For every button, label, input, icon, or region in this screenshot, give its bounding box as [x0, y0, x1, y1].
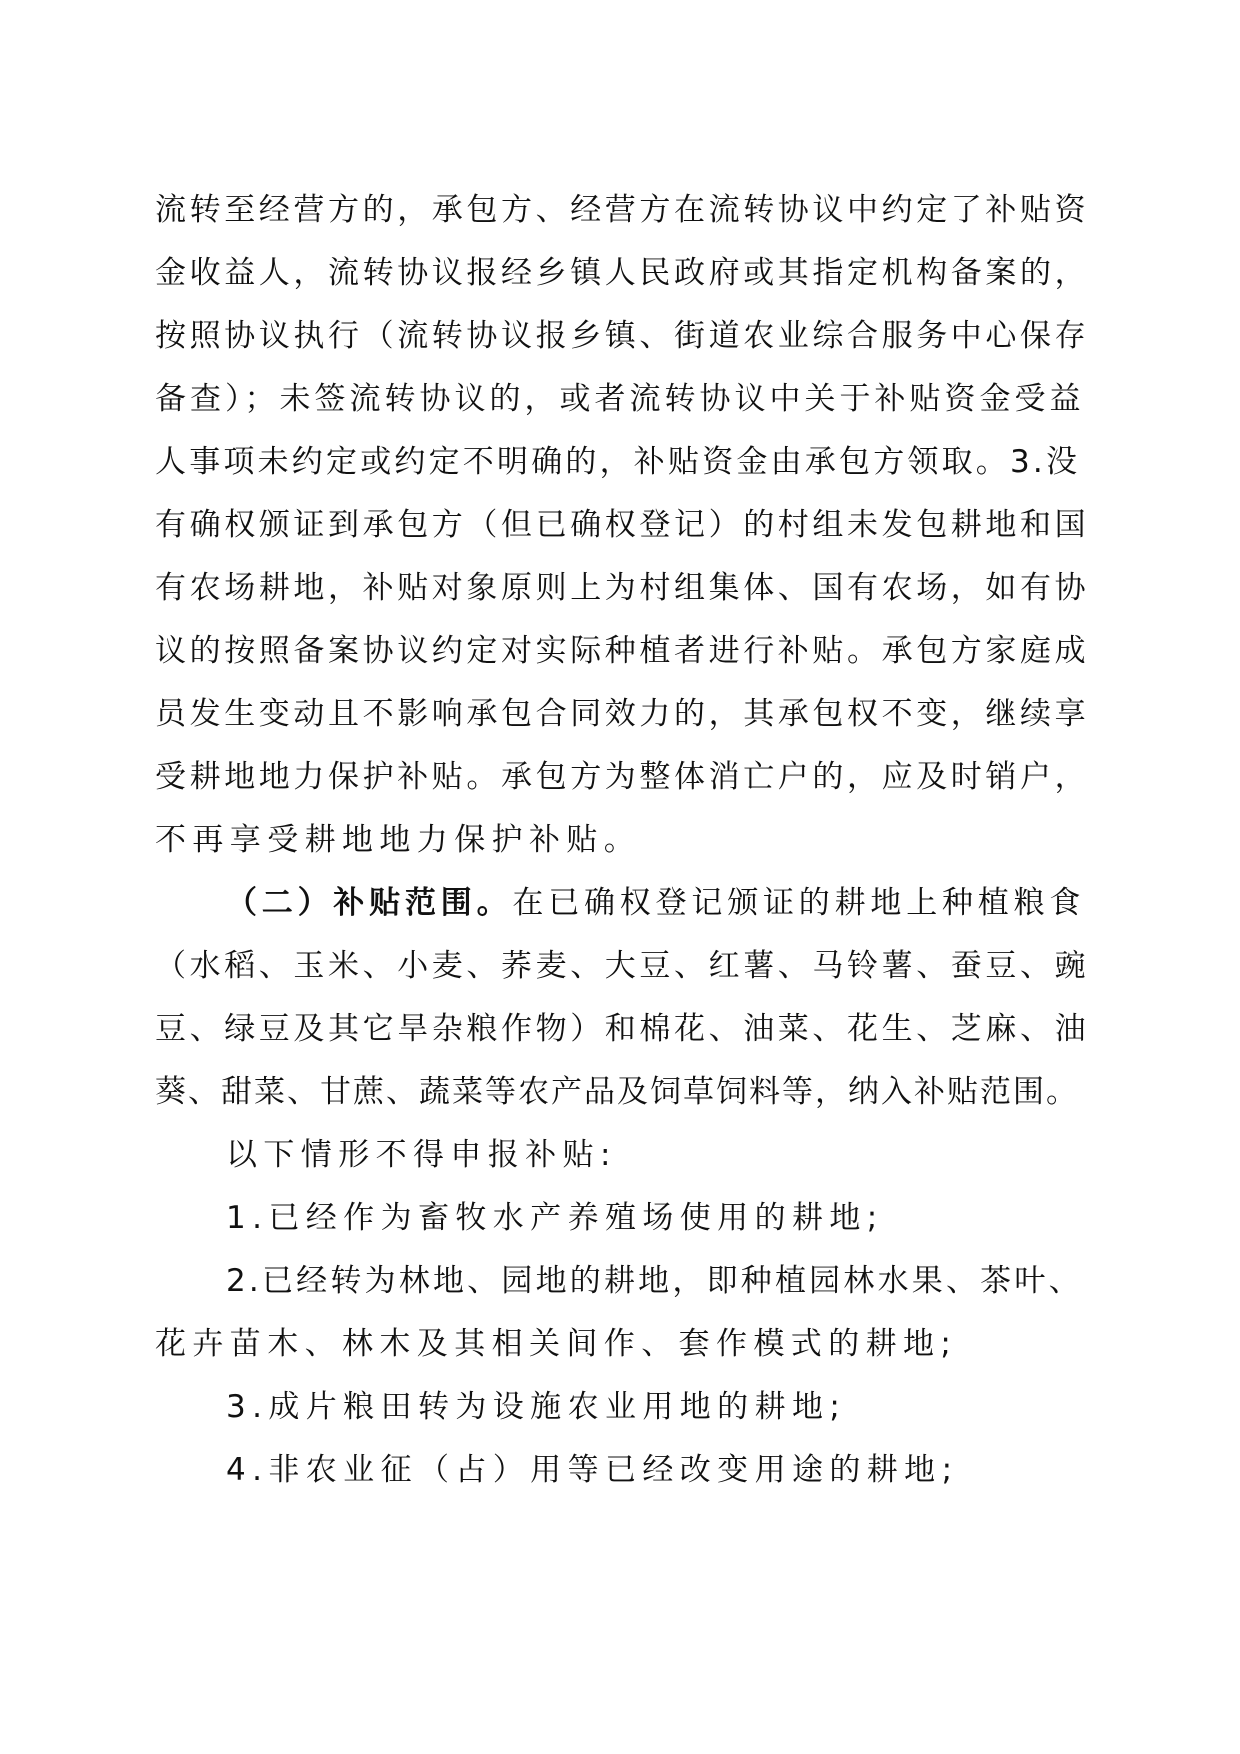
paragraph-line: 议的按照备案协议约定对实际种植者进行补贴。承包方家庭成: [155, 633, 1090, 669]
exclusions-intro: 以下情形不得申报补贴:: [226, 1137, 617, 1173]
exclusion-item-2: 2.已经转为林地、园地的耕地，即种植园林水果、茶叶、: [226, 1263, 1083, 1299]
exclusion-item-4: 4.非农业征（占）用等已经改变用途的耕地;: [226, 1452, 959, 1488]
paragraph-line: 员发生变动且不影响承包合同效力的，其承包权不变，继续享: [155, 696, 1090, 732]
exclusion-item-2-continued: 花卉苗木、林木及其相关间作、套作模式的耕地;: [155, 1326, 958, 1362]
paragraph-line: 有农场耕地，补贴对象原则上为村组集体、国有农场，如有协: [155, 570, 1090, 606]
exclusion-item-1: 1.已经作为畜牧水产养殖场使用的耕地;: [226, 1200, 884, 1236]
paragraph-line: 按照协议执行（流转协议报乡镇、街道农业综合服务中心保存: [155, 318, 1090, 354]
paragraph-line: 葵、甜菜、甘蔗、蔬菜等农产品及饲草饲料等，纳入补贴范围。: [155, 1074, 1079, 1110]
paragraph-line: 豆、绿豆及其它旱杂粮作物）和棉花、油菜、花生、芝麻、油: [155, 1011, 1090, 1047]
paragraph-line: 备查）；未签流转协议的，或者流转协议中关于补贴资金受益: [155, 381, 1085, 417]
paragraph-line: 金收益人，流转协议报经乡镇人民政府或其指定机构备案的，: [155, 255, 1090, 291]
paragraph-line: 不再享受耕地地力保护补贴。: [155, 822, 642, 858]
paragraph-line: 有确权颁证到承包方（但已确权登记）的村组未发包耕地和国: [155, 507, 1090, 543]
paragraph-line: （水稻、玉米、小麦、荞麦、大豆、红薯、马铃薯、蚕豆、豌: [155, 948, 1090, 984]
section-2-first-line: [226, 885, 1085, 921]
section-2-heading: （二）补贴范围。: [226, 885, 513, 921]
paragraph-line: 人事项未约定或约定不明确的，补贴资金由承包方领取。3.没: [155, 444, 1081, 480]
paragraph-line: 受耕地地力保护补贴。承包方为整体消亡户的，应及时销户，: [155, 759, 1090, 795]
paragraph-line: 流转至经营方的，承包方、经营方在流转协议中约定了补贴资: [155, 192, 1090, 228]
section-2-text: 在已确权登记颁证的耕地上种植粮食: [512, 885, 1086, 921]
exclusion-item-3: 3.成片粮田转为设施农业用地的耕地;: [226, 1389, 847, 1425]
